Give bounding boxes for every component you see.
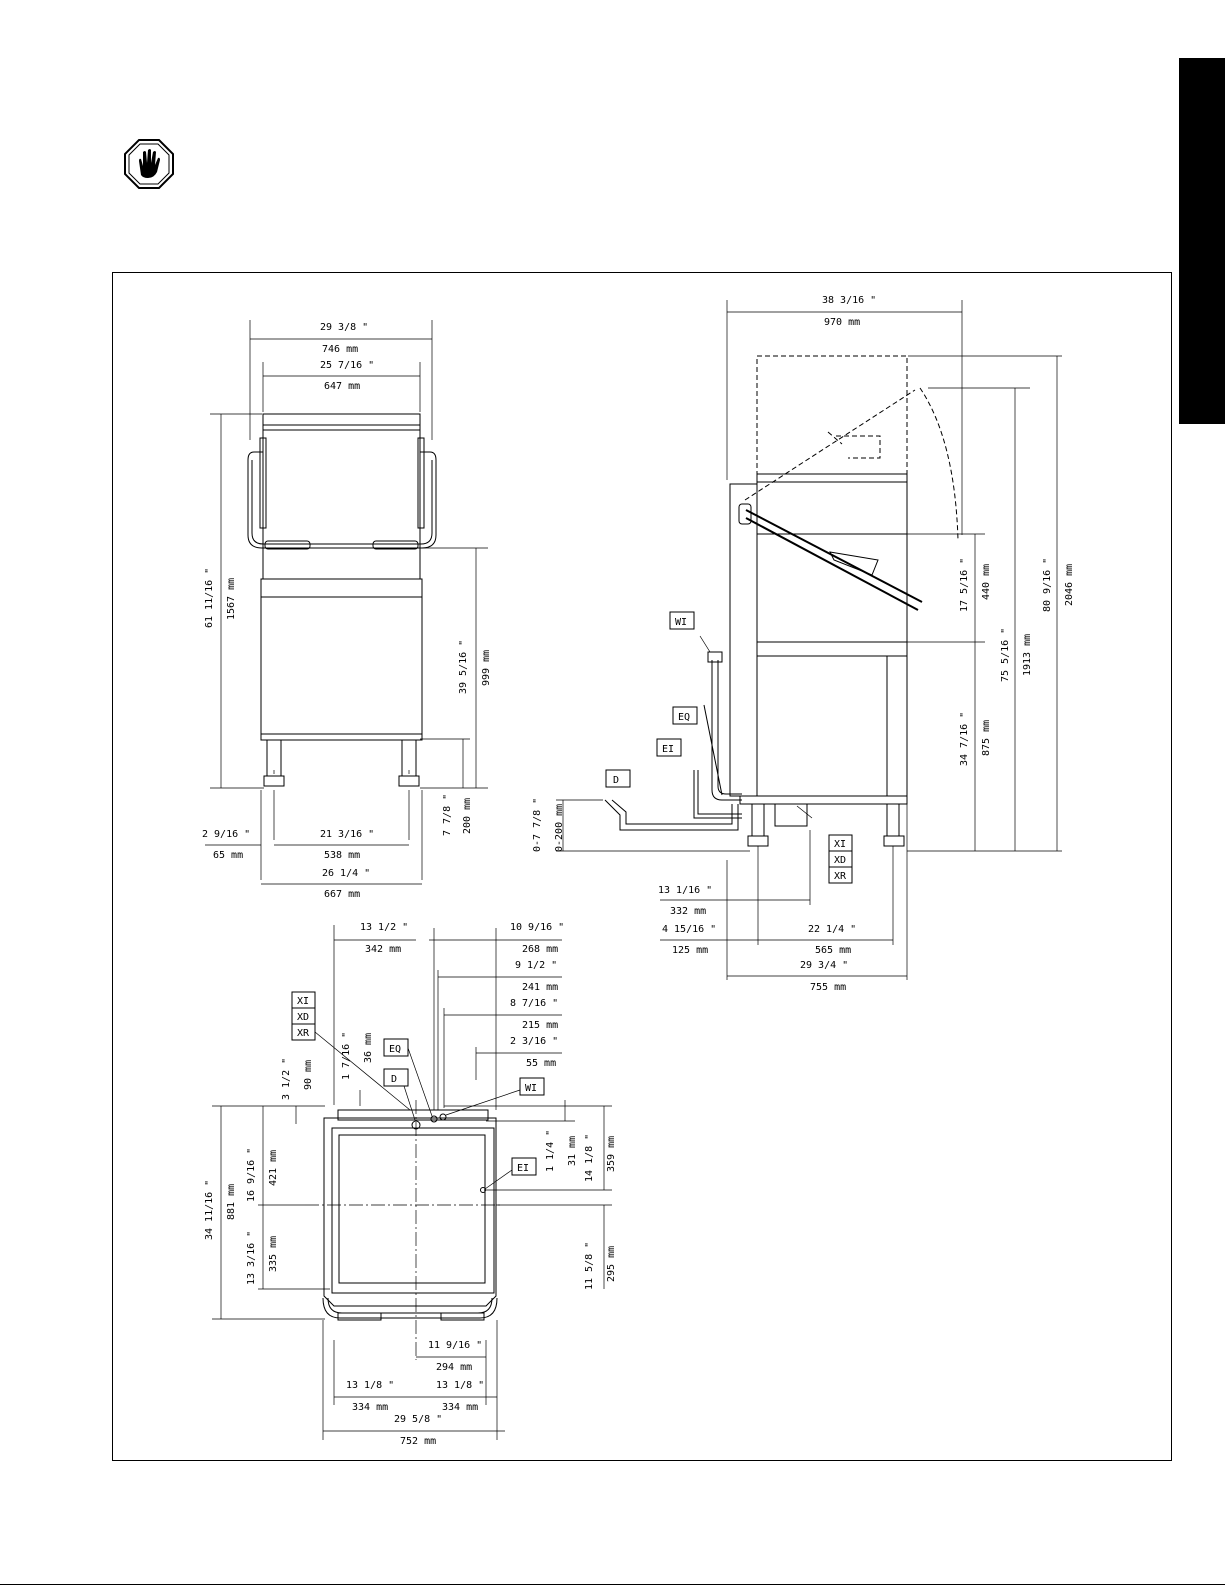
label-d-side: D: [613, 775, 620, 786]
side-d4-mm: 755 mm: [810, 982, 847, 993]
front-legs-in: 21 3/16 ": [320, 829, 375, 840]
front-base-mm: 667 mm: [324, 889, 361, 900]
front-base-in: 26 1/4 ": [322, 868, 371, 879]
label-xr-side: XR: [834, 871, 847, 882]
plan-n-in: 11 9/16 ": [428, 1340, 483, 1351]
label-ei-plan: EI: [517, 1163, 530, 1174]
side-total-in: 80 9/16 ": [1042, 557, 1053, 612]
side-open-in: 75 5/16 ": [1000, 627, 1011, 682]
side-d2-in: 4 15/16 ": [662, 924, 717, 935]
side-d3-in: 22 1/4 ": [808, 924, 857, 935]
label-xd-side: XD: [834, 855, 847, 866]
label-wi-plan: WI: [525, 1083, 538, 1094]
plan-l-in: 13 3/16 ": [246, 1230, 257, 1285]
plan-m-mm: 881 mm: [226, 1183, 237, 1220]
plan-k-in: 16 9/16 ": [246, 1147, 257, 1202]
plan-g-in: 3 1/2 ": [281, 1057, 292, 1100]
front-height-mm: 1567 mm: [226, 577, 237, 620]
plan-b-mm: 268 mm: [522, 944, 559, 955]
side-d1-in: 13 1/16 ": [658, 885, 713, 896]
side-table-in: 34 7/16 ": [959, 711, 970, 766]
front-offset-in: 2 9/16 ": [202, 829, 251, 840]
plan-d-mm: 215 mm: [522, 1020, 559, 1031]
plan-q-mm: 752 mm: [400, 1436, 437, 1447]
side-hood-mm: 440 mm: [981, 563, 992, 600]
plan-p-mm: 334 mm: [442, 1402, 479, 1413]
plan-j-in: 11 5/8 ": [584, 1241, 595, 1290]
side-d3-mm: 565 mm: [815, 945, 852, 956]
front-offset-mm: 65 mm: [213, 850, 244, 861]
side-hood-in: 17 5/16 ": [959, 557, 970, 612]
front-legs-mm: 538 mm: [324, 850, 361, 861]
side-drain-range-in: 0-7 7/8 ": [532, 797, 543, 852]
label-eq-plan: EQ: [389, 1044, 402, 1055]
label-xr-plan: XR: [297, 1028, 310, 1039]
plan-e-in: 2 3/16 ": [510, 1036, 559, 1047]
side-d1-mm: 332 mm: [670, 906, 707, 917]
plan-j-mm: 295 mm: [606, 1245, 617, 1282]
plan-n-mm: 294 mm: [436, 1362, 473, 1373]
side-d2-mm: 125 mm: [672, 945, 709, 956]
side-depth-open-mm: 970 mm: [824, 317, 861, 328]
label-ei-side: EI: [662, 744, 675, 755]
plan-l-mm: 335 mm: [268, 1235, 279, 1272]
plan-g-mm: 90 mm: [303, 1059, 314, 1090]
label-eq-side: EQ: [678, 712, 691, 723]
plan-k-mm: 421 mm: [268, 1149, 279, 1186]
front-width-inner-mm: 647 mm: [324, 381, 361, 392]
plan-h-mm: 31 mm: [567, 1135, 578, 1166]
front-worktop-in: 39 5/16 ": [458, 639, 469, 694]
plan-o-in: 13 1/8 ": [346, 1380, 395, 1391]
side-view: [532, 295, 1075, 993]
plan-i-in: 14 1/8 ": [584, 1133, 595, 1182]
side-table-mm: 875 mm: [981, 719, 992, 756]
label-d-plan: D: [391, 1074, 398, 1085]
plan-q-in: 29 5/8 ": [394, 1414, 443, 1425]
plan-c-in: 9 1/2 ": [515, 960, 558, 971]
front-leg-in: 7 7/8 ": [442, 793, 453, 836]
plan-view: [204, 922, 617, 1447]
side-depth-open-in: 38 3/16 ": [822, 295, 877, 306]
front-width-inner-in: 25 7/16 ": [320, 360, 375, 371]
label-xi-side: XI: [834, 839, 847, 850]
label-wi-side: WI: [675, 617, 688, 628]
plan-f-mm: 36 mm: [363, 1032, 374, 1063]
side-open-mm: 1913 mm: [1022, 633, 1033, 676]
plan-c-mm: 241 mm: [522, 982, 559, 993]
plan-m-in: 34 11/16 ": [204, 1179, 215, 1240]
plan-b-in: 10 9/16 ": [510, 922, 565, 933]
plan-i-mm: 359 mm: [606, 1135, 617, 1172]
plan-p-in: 13 1/8 ": [436, 1380, 485, 1391]
plan-a-in: 13 1/2 ": [360, 922, 409, 933]
front-width-outer-mm: 746 mm: [322, 344, 359, 355]
plan-o-mm: 334 mm: [352, 1402, 389, 1413]
plan-a-mm: 342 mm: [365, 944, 402, 955]
plan-d-in: 8 7/16 ": [510, 998, 559, 1009]
front-view: [202, 320, 492, 900]
plan-f-in: 1 7/16 ": [341, 1031, 352, 1080]
plan-h-in: 1 1/4 ": [545, 1129, 556, 1172]
side-total-mm: 2046 mm: [1064, 563, 1075, 606]
front-worktop-mm: 999 mm: [481, 649, 492, 686]
plan-e-mm: 55 mm: [526, 1058, 557, 1069]
front-leg-mm: 200 mm: [462, 797, 473, 834]
side-drain-range-mm: 0-200 mm: [554, 803, 565, 852]
label-xd-plan: XD: [297, 1012, 310, 1023]
side-d4-in: 29 3/4 ": [800, 960, 849, 971]
front-width-outer-in: 29 3/8 ": [320, 322, 369, 333]
front-height-in: 61 11/16 ": [204, 567, 215, 628]
label-xi-plan: XI: [297, 996, 310, 1007]
